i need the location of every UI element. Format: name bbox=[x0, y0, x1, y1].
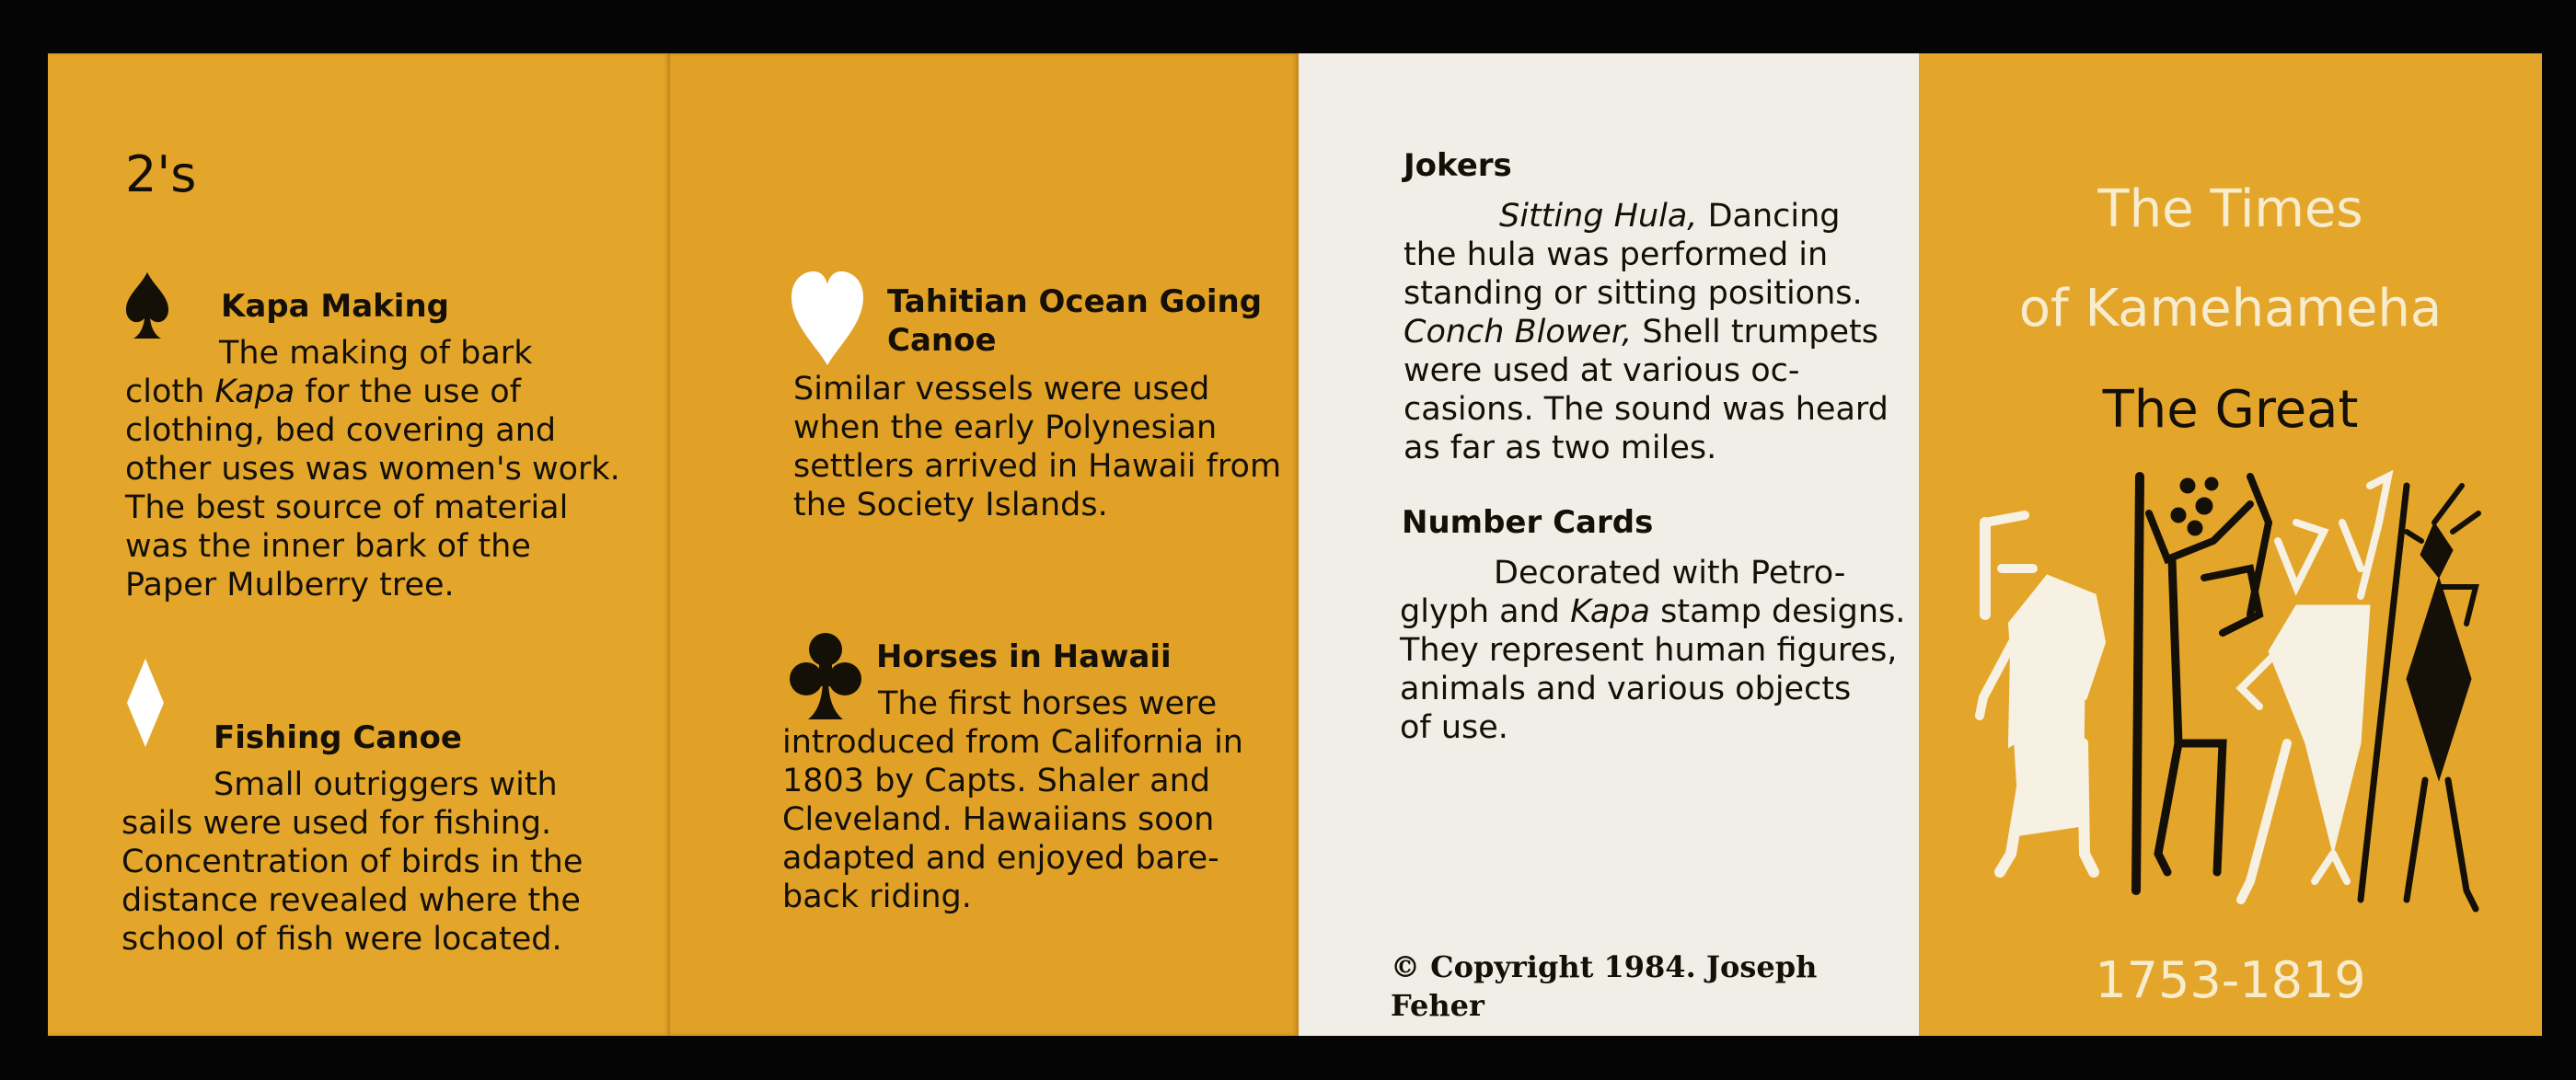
fishing-canoe-heading: Fishing Canoe bbox=[214, 719, 462, 756]
numbers-line-3: They represent human figures, bbox=[1400, 632, 1898, 669]
kapa-line-7: Paper Mulberry tree. bbox=[125, 567, 455, 603]
brochure bbox=[48, 53, 2542, 1036]
heart-icon bbox=[790, 270, 865, 369]
copyright-notice: © Copyright 1984. Joseph Feher bbox=[1391, 949, 1818, 1023]
panel-hearts-clubs bbox=[670, 53, 1299, 1036]
horses-line-2: introduced from California in bbox=[782, 724, 1243, 761]
horses-line-5: adapted and enjoyed bare- bbox=[782, 840, 1219, 877]
title-line-2: of Kamehameha bbox=[2018, 279, 2443, 339]
kapa-line-5: The best source of material bbox=[125, 489, 569, 526]
tahitian-heading-line-1: Tahitian Ocean Going bbox=[887, 283, 1263, 320]
fishing-line-5: school of fish were located. bbox=[121, 921, 562, 958]
tahitian-line-3: settlers arrived in Hawaii from bbox=[793, 448, 1282, 485]
title-line-1: The Times bbox=[2097, 179, 2363, 239]
tahitian-line-2: when the early Polynesian bbox=[793, 409, 1218, 446]
numbers-line-4: animals and various objects bbox=[1400, 671, 1852, 707]
jokers-line-1: Sitting Hula, Dancing bbox=[1499, 198, 1841, 235]
panel-cover bbox=[1919, 53, 2542, 1036]
kapa-line-3: clothing, bed covering and bbox=[125, 412, 557, 449]
horses-heading: Horses in Hawaii bbox=[876, 638, 1172, 675]
jokers-heading: Jokers bbox=[1404, 147, 1512, 184]
jokers-line-2: the hula was performed in bbox=[1404, 236, 1829, 273]
numbers-line-1: Decorated with Petro- bbox=[1494, 555, 1846, 592]
tahitian-line-4: the Society Islands. bbox=[793, 487, 1108, 523]
number-cards-heading: Number Cards bbox=[1402, 504, 1654, 541]
petroglyph-figure-1 bbox=[1980, 515, 2103, 872]
kapa-making-heading: Kapa Making bbox=[221, 288, 449, 325]
numbers-line-2: glyph and Kapa stamp designs. bbox=[1400, 593, 1906, 630]
fishing-line-1: Small outriggers with bbox=[214, 766, 558, 803]
numbers-line-5: of use. bbox=[1400, 709, 1508, 746]
petroglyph-figure-4 bbox=[2361, 486, 2478, 909]
years-label: 1753-1819 bbox=[2095, 951, 2366, 1009]
fishing-line-2: sails were used for fishing. bbox=[121, 805, 552, 842]
panel-twos bbox=[48, 53, 670, 1036]
jokers-line-3: standing or sitting positions. bbox=[1404, 275, 1863, 312]
diamond-icon bbox=[125, 657, 166, 749]
tahitian-line-1: Similar vessels were used bbox=[793, 371, 1210, 408]
jokers-line-5: were used at various oc- bbox=[1404, 352, 1800, 389]
kapa-line-6: was the inner bark of the bbox=[125, 528, 531, 565]
horses-line-4: Cleveland. Hawaiians soon bbox=[782, 801, 1215, 838]
kapa-line-1: The making of bark bbox=[219, 335, 533, 372]
tahitian-heading-line-2: Canoe bbox=[887, 322, 997, 359]
horses-line-1: The first horses were bbox=[878, 685, 1218, 722]
club-icon bbox=[788, 631, 863, 723]
jokers-line-4: Conch Blower, Shell trumpets bbox=[1404, 314, 1878, 350]
title-line-3: The Great bbox=[2102, 380, 2359, 440]
kapa-line-2: cloth Kapa for the use of bbox=[125, 373, 522, 410]
card-rank-label: 2's bbox=[125, 145, 197, 203]
petroglyph-figures-illustration bbox=[1974, 467, 2489, 936]
fishing-line-4: distance revealed where the bbox=[121, 882, 581, 919]
jokers-line-6: casions. The sound was heard bbox=[1404, 391, 1889, 428]
horses-line-6: back riding. bbox=[782, 879, 972, 915]
panel-jokers-numbers bbox=[1299, 53, 1919, 1036]
horses-line-3: 1803 by Capts. Shaler and bbox=[782, 763, 1211, 799]
kapa-line-4: other uses was women's work. bbox=[125, 451, 620, 488]
fishing-line-3: Concentration of birds in the bbox=[121, 844, 583, 880]
jokers-line-7: as far as two miles. bbox=[1404, 430, 1717, 466]
spade-icon bbox=[125, 270, 169, 340]
